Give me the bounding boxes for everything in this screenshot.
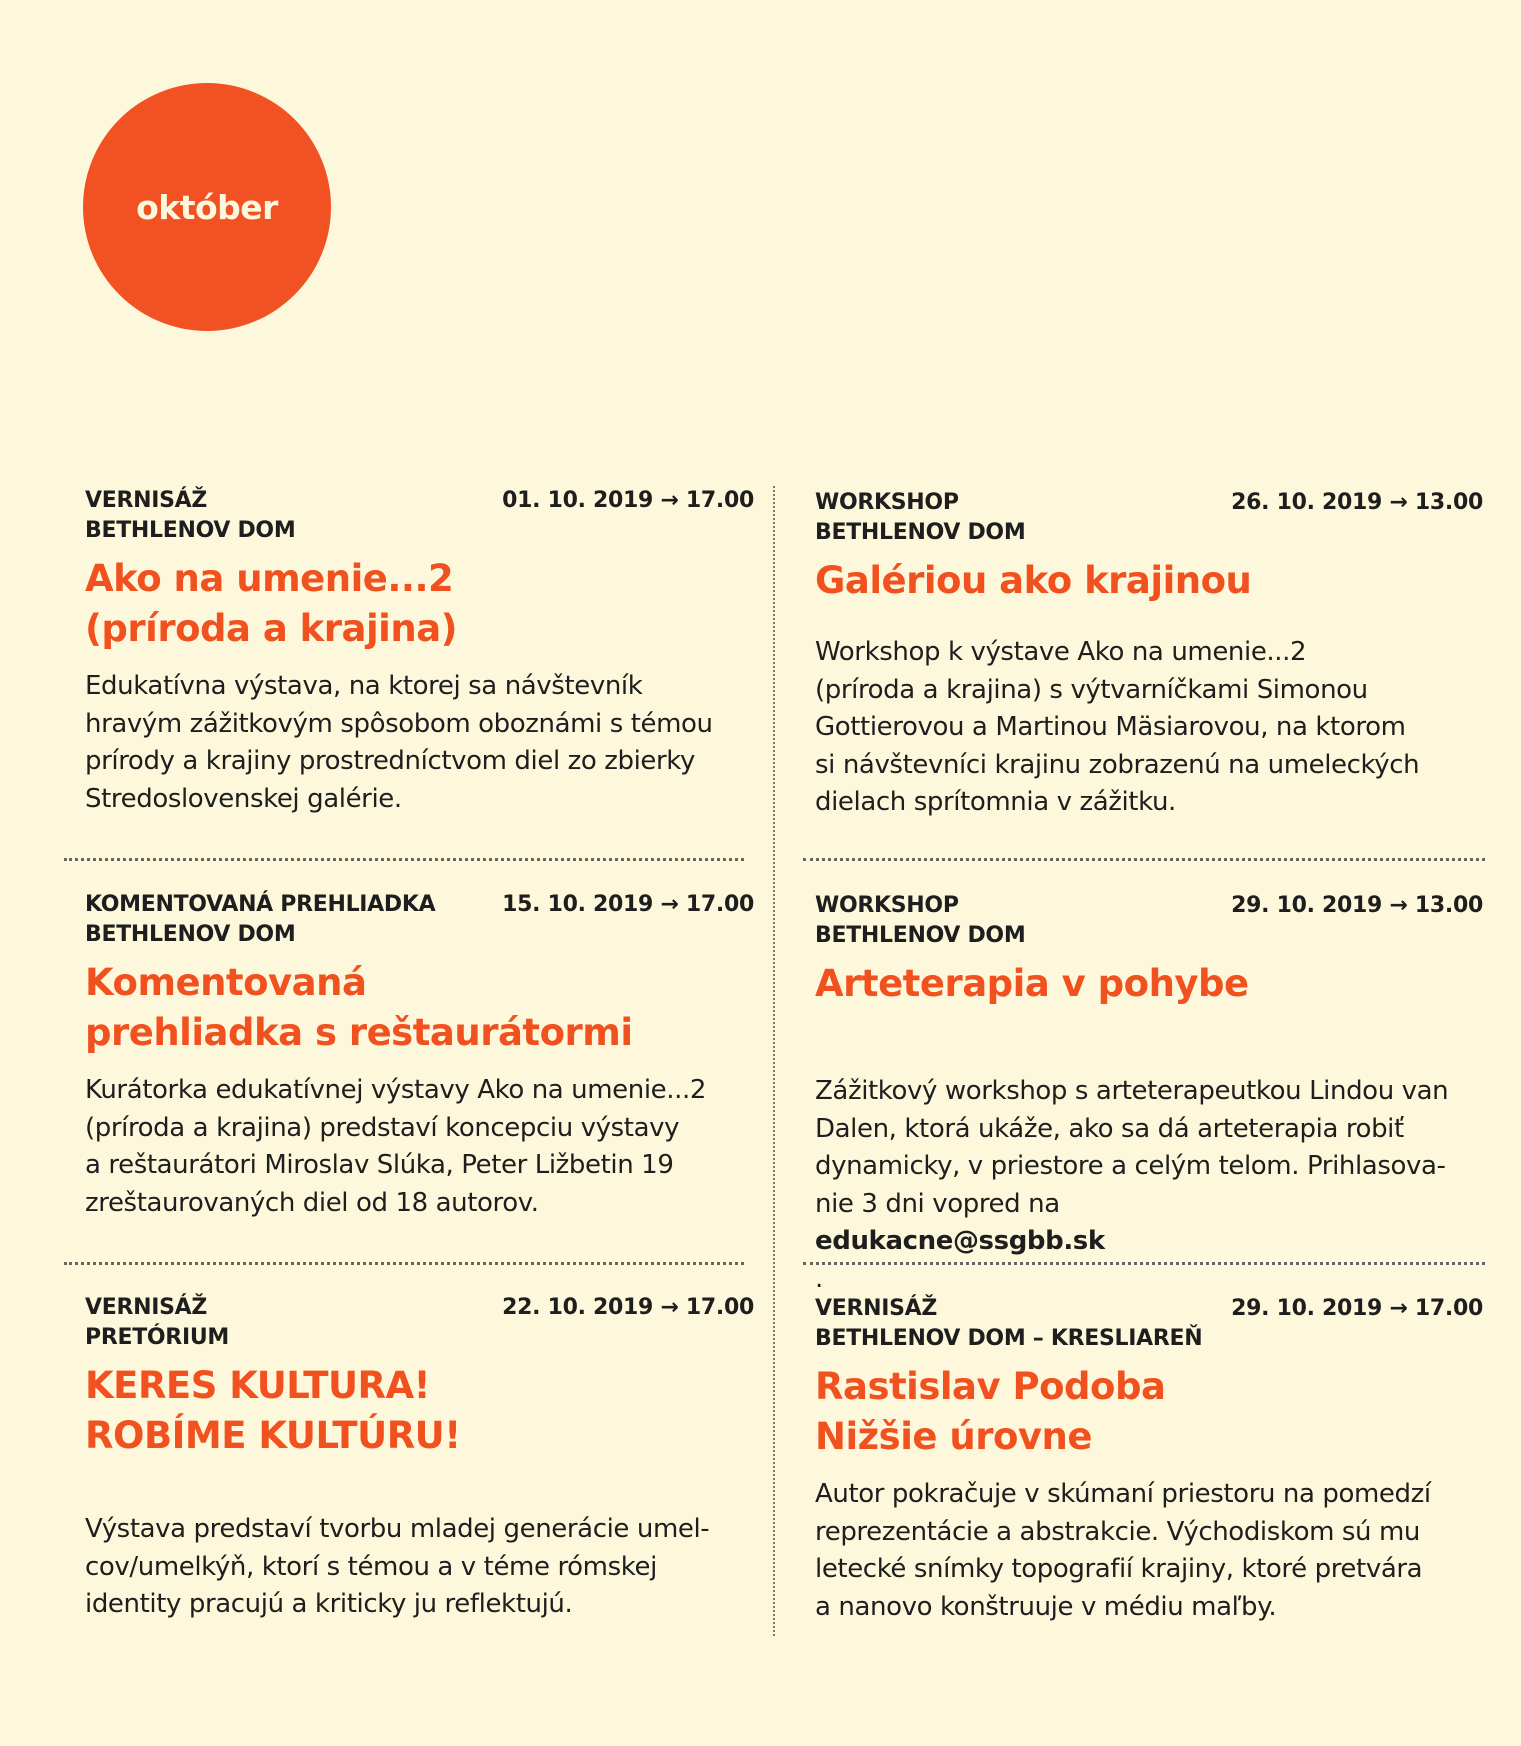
event-card xyxy=(85,890,754,1222)
event-header xyxy=(815,1294,1483,1352)
event-description xyxy=(85,1511,745,1624)
event-card xyxy=(815,1294,1483,1626)
description-text: nie 3 dni vopred na xyxy=(815,1188,1060,1219)
description-line: (príroda a krajina) s výtvarníčkami Simonou xyxy=(815,674,1368,705)
description-line: Workshop k výstave Ako na umenie...2 xyxy=(815,637,1307,667)
event-venue: BETHLENOV DOM xyxy=(815,923,1026,948)
event-date: 29. 10. 2019 → 17.00 xyxy=(1231,1296,1483,1321)
event-category: VERNISÁŽ xyxy=(85,488,208,513)
event-venue: BETHLENOV DOM – KRESLIAREŇ xyxy=(815,1326,1203,1351)
event-header xyxy=(815,891,1483,949)
event-description xyxy=(85,1072,745,1222)
event-date: 22. 10. 2019 → 17.00 xyxy=(502,1295,754,1320)
description-line: dielach sprítomnia v zážitku. xyxy=(815,787,1176,817)
event-title xyxy=(85,958,745,1058)
event-header xyxy=(85,486,754,544)
description-line: Autor pokračuje v skúmaní priestoru na pomedzí xyxy=(815,1479,1431,1509)
event-header xyxy=(85,890,754,948)
event-description xyxy=(815,1476,1475,1626)
event-card xyxy=(815,891,1483,1298)
event-header xyxy=(85,1293,754,1351)
description-line: prírody a krajiny prostredníctvom diel zo zbierky xyxy=(85,746,696,776)
event-venue: BETHLENOV DOM xyxy=(85,518,296,543)
description-line xyxy=(815,1186,1475,1299)
event-card xyxy=(815,488,1483,822)
event-date: 01. 10. 2019 → 17.00 xyxy=(502,488,754,513)
description-line: Výstava predstaví tvorbu mladej generácie umel- xyxy=(85,1514,710,1544)
event-title-line: Ako na umenie...2 xyxy=(85,557,454,600)
description-line: reprezentácie a abstrakcie. Východiskom sú mu xyxy=(815,1516,1421,1547)
description-line: Edukatívna výstava, na ktorej sa návštevník xyxy=(85,671,643,701)
description-line: a nanovo konštruuje v médiu maľby. xyxy=(815,1591,1277,1622)
event-title-line: Arteterapia v pohybe xyxy=(815,962,1249,1005)
event-category: VERNISÁŽ xyxy=(85,1295,208,1320)
row-divider xyxy=(64,1262,744,1265)
event-card xyxy=(85,1293,754,1624)
row-divider xyxy=(64,858,744,861)
row-divider xyxy=(803,858,1485,861)
event-date: 15. 10. 2019 → 17.00 xyxy=(502,892,754,917)
event-title-line: Rastislav Podoba xyxy=(815,1365,1166,1408)
event-description xyxy=(815,634,1475,822)
event-description xyxy=(815,1073,1475,1298)
description-line: Dalen, ktorá ukáže, ako sa dá arteterapia robiť xyxy=(815,1113,1404,1144)
event-card xyxy=(85,486,754,818)
email-link[interactable]: edukacne@ssgbb.sk xyxy=(815,1226,1105,1256)
month-badge xyxy=(83,83,331,331)
description-text: . xyxy=(815,1263,823,1294)
event-title-line: Komentovaná xyxy=(85,961,367,1004)
description-line: dynamicky, v priestore a celým telom. Prihlasova- xyxy=(815,1151,1446,1181)
event-date: 29. 10. 2019 → 13.00 xyxy=(1231,893,1483,918)
event-title xyxy=(85,554,745,654)
event-venue: PRETÓRIUM xyxy=(85,1325,229,1350)
description-line: (príroda a krajina) predstaví koncepciu výstavy xyxy=(85,1112,680,1143)
description-line: letecké snímky topografií krajiny, ktoré pretvára xyxy=(815,1554,1423,1584)
description-line: Kurátorka edukatívnej výstavy Ako na umenie...2 xyxy=(85,1075,707,1105)
event-title xyxy=(815,556,1475,606)
event-title-line: Nižšie úrovne xyxy=(815,1415,1092,1458)
event-category: WORKSHOP xyxy=(815,893,959,918)
event-venue: BETHLENOV DOM xyxy=(815,520,1026,545)
event-title xyxy=(815,1362,1475,1462)
event-venue: BETHLENOV DOM xyxy=(85,922,296,947)
description-line: identity pracujú a kriticky ju reflektujú. xyxy=(85,1589,573,1619)
month-label: október xyxy=(136,187,278,227)
event-date: 26. 10. 2019 → 13.00 xyxy=(1231,490,1483,515)
description-line: Zážitkový workshop s arteterapeutkou Lindou van xyxy=(815,1076,1449,1106)
column-divider xyxy=(773,486,775,1636)
event-title xyxy=(85,1361,745,1461)
event-category: VERNISÁŽ xyxy=(815,1296,938,1321)
description-line: si návštevníci krajinu zobrazenú na umeleckých xyxy=(815,749,1420,780)
description-line: hravým zážitkovým spôsobom oboznámi s témou xyxy=(85,708,713,739)
event-category: WORKSHOP xyxy=(815,490,959,515)
event-header xyxy=(815,488,1483,546)
event-title-line: KERES KULTURA! xyxy=(85,1364,431,1407)
event-title-line: prehliadka s reštaurátormi xyxy=(85,1011,633,1054)
description-line: zreštaurovaných diel od 18 autorov. xyxy=(85,1187,539,1218)
description-line: cov/umelkýň, ktorí s témou a v téme rómskej xyxy=(85,1551,657,1582)
event-title xyxy=(815,959,1475,1009)
event-description xyxy=(85,668,745,818)
event-category: KOMENTOVANÁ PREHLIADKA xyxy=(85,892,436,917)
description-line: Stredoslovenskej galérie. xyxy=(85,783,402,814)
event-title-line: (príroda a krajina) xyxy=(85,607,458,650)
description-line: Gottierovou a Martinou Mäsiarovou, na ktorom xyxy=(815,712,1406,742)
event-title-line: ROBÍME KULTÚRU! xyxy=(85,1414,461,1457)
description-line: a reštaurátori Miroslav Slúka, Peter Ližbetin 19 xyxy=(85,1150,674,1180)
event-title-line: Galériou ako krajinou xyxy=(815,559,1252,602)
